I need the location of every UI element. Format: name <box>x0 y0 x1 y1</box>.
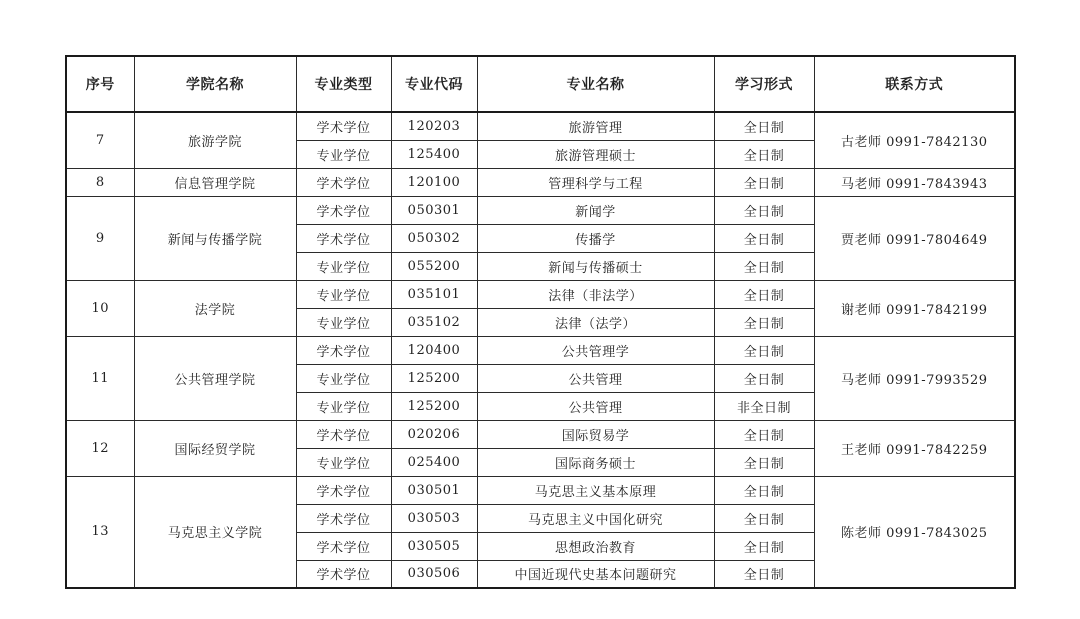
cell-code: 030505 <box>391 532 477 560</box>
cell-major: 旅游管理 <box>477 112 714 140</box>
cell-type: 专业学位 <box>296 308 391 336</box>
cell-type: 学术学位 <box>296 336 391 364</box>
cell-major: 法律（非法学） <box>477 280 714 308</box>
cell-mode: 全日制 <box>714 308 814 336</box>
cell-college: 国际经贸学院 <box>134 420 296 476</box>
cell-college: 法学院 <box>134 280 296 336</box>
cell-major: 公共管理 <box>477 392 714 420</box>
table-row <box>66 336 1015 364</box>
cell-contact: 马老师 0991-7843943 <box>814 168 1015 196</box>
cell-code: 050302 <box>391 224 477 252</box>
cell-code: 030503 <box>391 504 477 532</box>
table-row <box>66 112 1015 140</box>
cell-type: 专业学位 <box>296 364 391 392</box>
cell-mode: 全日制 <box>714 336 814 364</box>
cell-major: 传播学 <box>477 224 714 252</box>
header-major: 专业名称 <box>477 56 714 112</box>
cell-code: 055200 <box>391 252 477 280</box>
cell-contact: 贾老师 0991-7804649 <box>814 196 1015 280</box>
cell-code: 025400 <box>391 448 477 476</box>
cell-code: 120203 <box>391 112 477 140</box>
header-type: 专业类型 <box>296 56 391 112</box>
cell-code: 050301 <box>391 196 477 224</box>
table-body <box>66 112 1015 588</box>
cell-major: 马克思主义中国化研究 <box>477 504 714 532</box>
cell-contact: 陈老师 0991-7843025 <box>814 476 1015 588</box>
cell-code: 020206 <box>391 420 477 448</box>
cell-major: 公共管理学 <box>477 336 714 364</box>
program-table <box>65 55 1016 589</box>
cell-college: 公共管理学院 <box>134 336 296 420</box>
cell-major: 中国近现代史基本问题研究 <box>477 560 714 588</box>
cell-seq: 11 <box>66 336 134 420</box>
cell-major: 国际商务硕士 <box>477 448 714 476</box>
cell-college: 信息管理学院 <box>134 168 296 196</box>
header-mode: 学习形式 <box>714 56 814 112</box>
cell-code: 125200 <box>391 364 477 392</box>
cell-code: 125400 <box>391 140 477 168</box>
cell-mode: 全日制 <box>714 252 814 280</box>
cell-mode: 全日制 <box>714 168 814 196</box>
cell-mode: 全日制 <box>714 504 814 532</box>
header-seq: 序号 <box>66 56 134 112</box>
cell-code: 030506 <box>391 560 477 588</box>
cell-mode: 全日制 <box>714 532 814 560</box>
cell-contact: 马老师 0991-7993529 <box>814 336 1015 420</box>
cell-code: 125200 <box>391 392 477 420</box>
cell-major: 国际贸易学 <box>477 420 714 448</box>
cell-seq: 10 <box>66 280 134 336</box>
cell-major: 新闻学 <box>477 196 714 224</box>
header-college: 学院名称 <box>134 56 296 112</box>
cell-type: 学术学位 <box>296 532 391 560</box>
cell-mode: 全日制 <box>714 196 814 224</box>
cell-type: 专业学位 <box>296 392 391 420</box>
cell-mode: 全日制 <box>714 280 814 308</box>
cell-seq: 13 <box>66 476 134 588</box>
cell-type: 学术学位 <box>296 224 391 252</box>
cell-type: 学术学位 <box>296 168 391 196</box>
cell-major: 马克思主义基本原理 <box>477 476 714 504</box>
cell-type: 学术学位 <box>296 196 391 224</box>
cell-college: 旅游学院 <box>134 112 296 168</box>
cell-type: 专业学位 <box>296 252 391 280</box>
cell-type: 学术学位 <box>296 476 391 504</box>
cell-seq: 8 <box>66 168 134 196</box>
table-row <box>66 196 1015 224</box>
table-row <box>66 476 1015 504</box>
table-row <box>66 420 1015 448</box>
cell-type: 学术学位 <box>296 560 391 588</box>
cell-mode: 全日制 <box>714 140 814 168</box>
cell-contact: 谢老师 0991-7842199 <box>814 280 1015 336</box>
cell-seq: 12 <box>66 420 134 476</box>
cell-major: 公共管理 <box>477 364 714 392</box>
cell-type: 专业学位 <box>296 448 391 476</box>
cell-mode: 非全日制 <box>714 392 814 420</box>
table-header-row <box>66 56 1015 112</box>
cell-type: 学术学位 <box>296 112 391 140</box>
cell-type: 专业学位 <box>296 280 391 308</box>
cell-college: 马克思主义学院 <box>134 476 296 588</box>
cell-contact: 古老师 0991-7842130 <box>814 112 1015 168</box>
header-code: 专业代码 <box>391 56 477 112</box>
cell-college: 新闻与传播学院 <box>134 196 296 280</box>
table-row <box>66 168 1015 196</box>
cell-contact: 王老师 0991-7842259 <box>814 420 1015 476</box>
cell-code: 030501 <box>391 476 477 504</box>
cell-mode: 全日制 <box>714 448 814 476</box>
cell-seq: 7 <box>66 112 134 168</box>
cell-code: 120400 <box>391 336 477 364</box>
cell-mode: 全日制 <box>714 476 814 504</box>
cell-code: 035102 <box>391 308 477 336</box>
cell-code: 035101 <box>391 280 477 308</box>
cell-major: 思想政治教育 <box>477 532 714 560</box>
table-row <box>66 280 1015 308</box>
cell-type: 学术学位 <box>296 420 391 448</box>
cell-seq: 9 <box>66 196 134 280</box>
cell-major: 新闻与传播硕士 <box>477 252 714 280</box>
cell-mode: 全日制 <box>714 112 814 140</box>
header-contact: 联系方式 <box>814 56 1015 112</box>
cell-major: 旅游管理硕士 <box>477 140 714 168</box>
cell-type: 专业学位 <box>296 140 391 168</box>
cell-major: 管理科学与工程 <box>477 168 714 196</box>
cell-code: 120100 <box>391 168 477 196</box>
cell-major: 法律（法学） <box>477 308 714 336</box>
cell-type: 学术学位 <box>296 504 391 532</box>
cell-mode: 全日制 <box>714 560 814 588</box>
cell-mode: 全日制 <box>714 224 814 252</box>
cell-mode: 全日制 <box>714 420 814 448</box>
cell-mode: 全日制 <box>714 364 814 392</box>
